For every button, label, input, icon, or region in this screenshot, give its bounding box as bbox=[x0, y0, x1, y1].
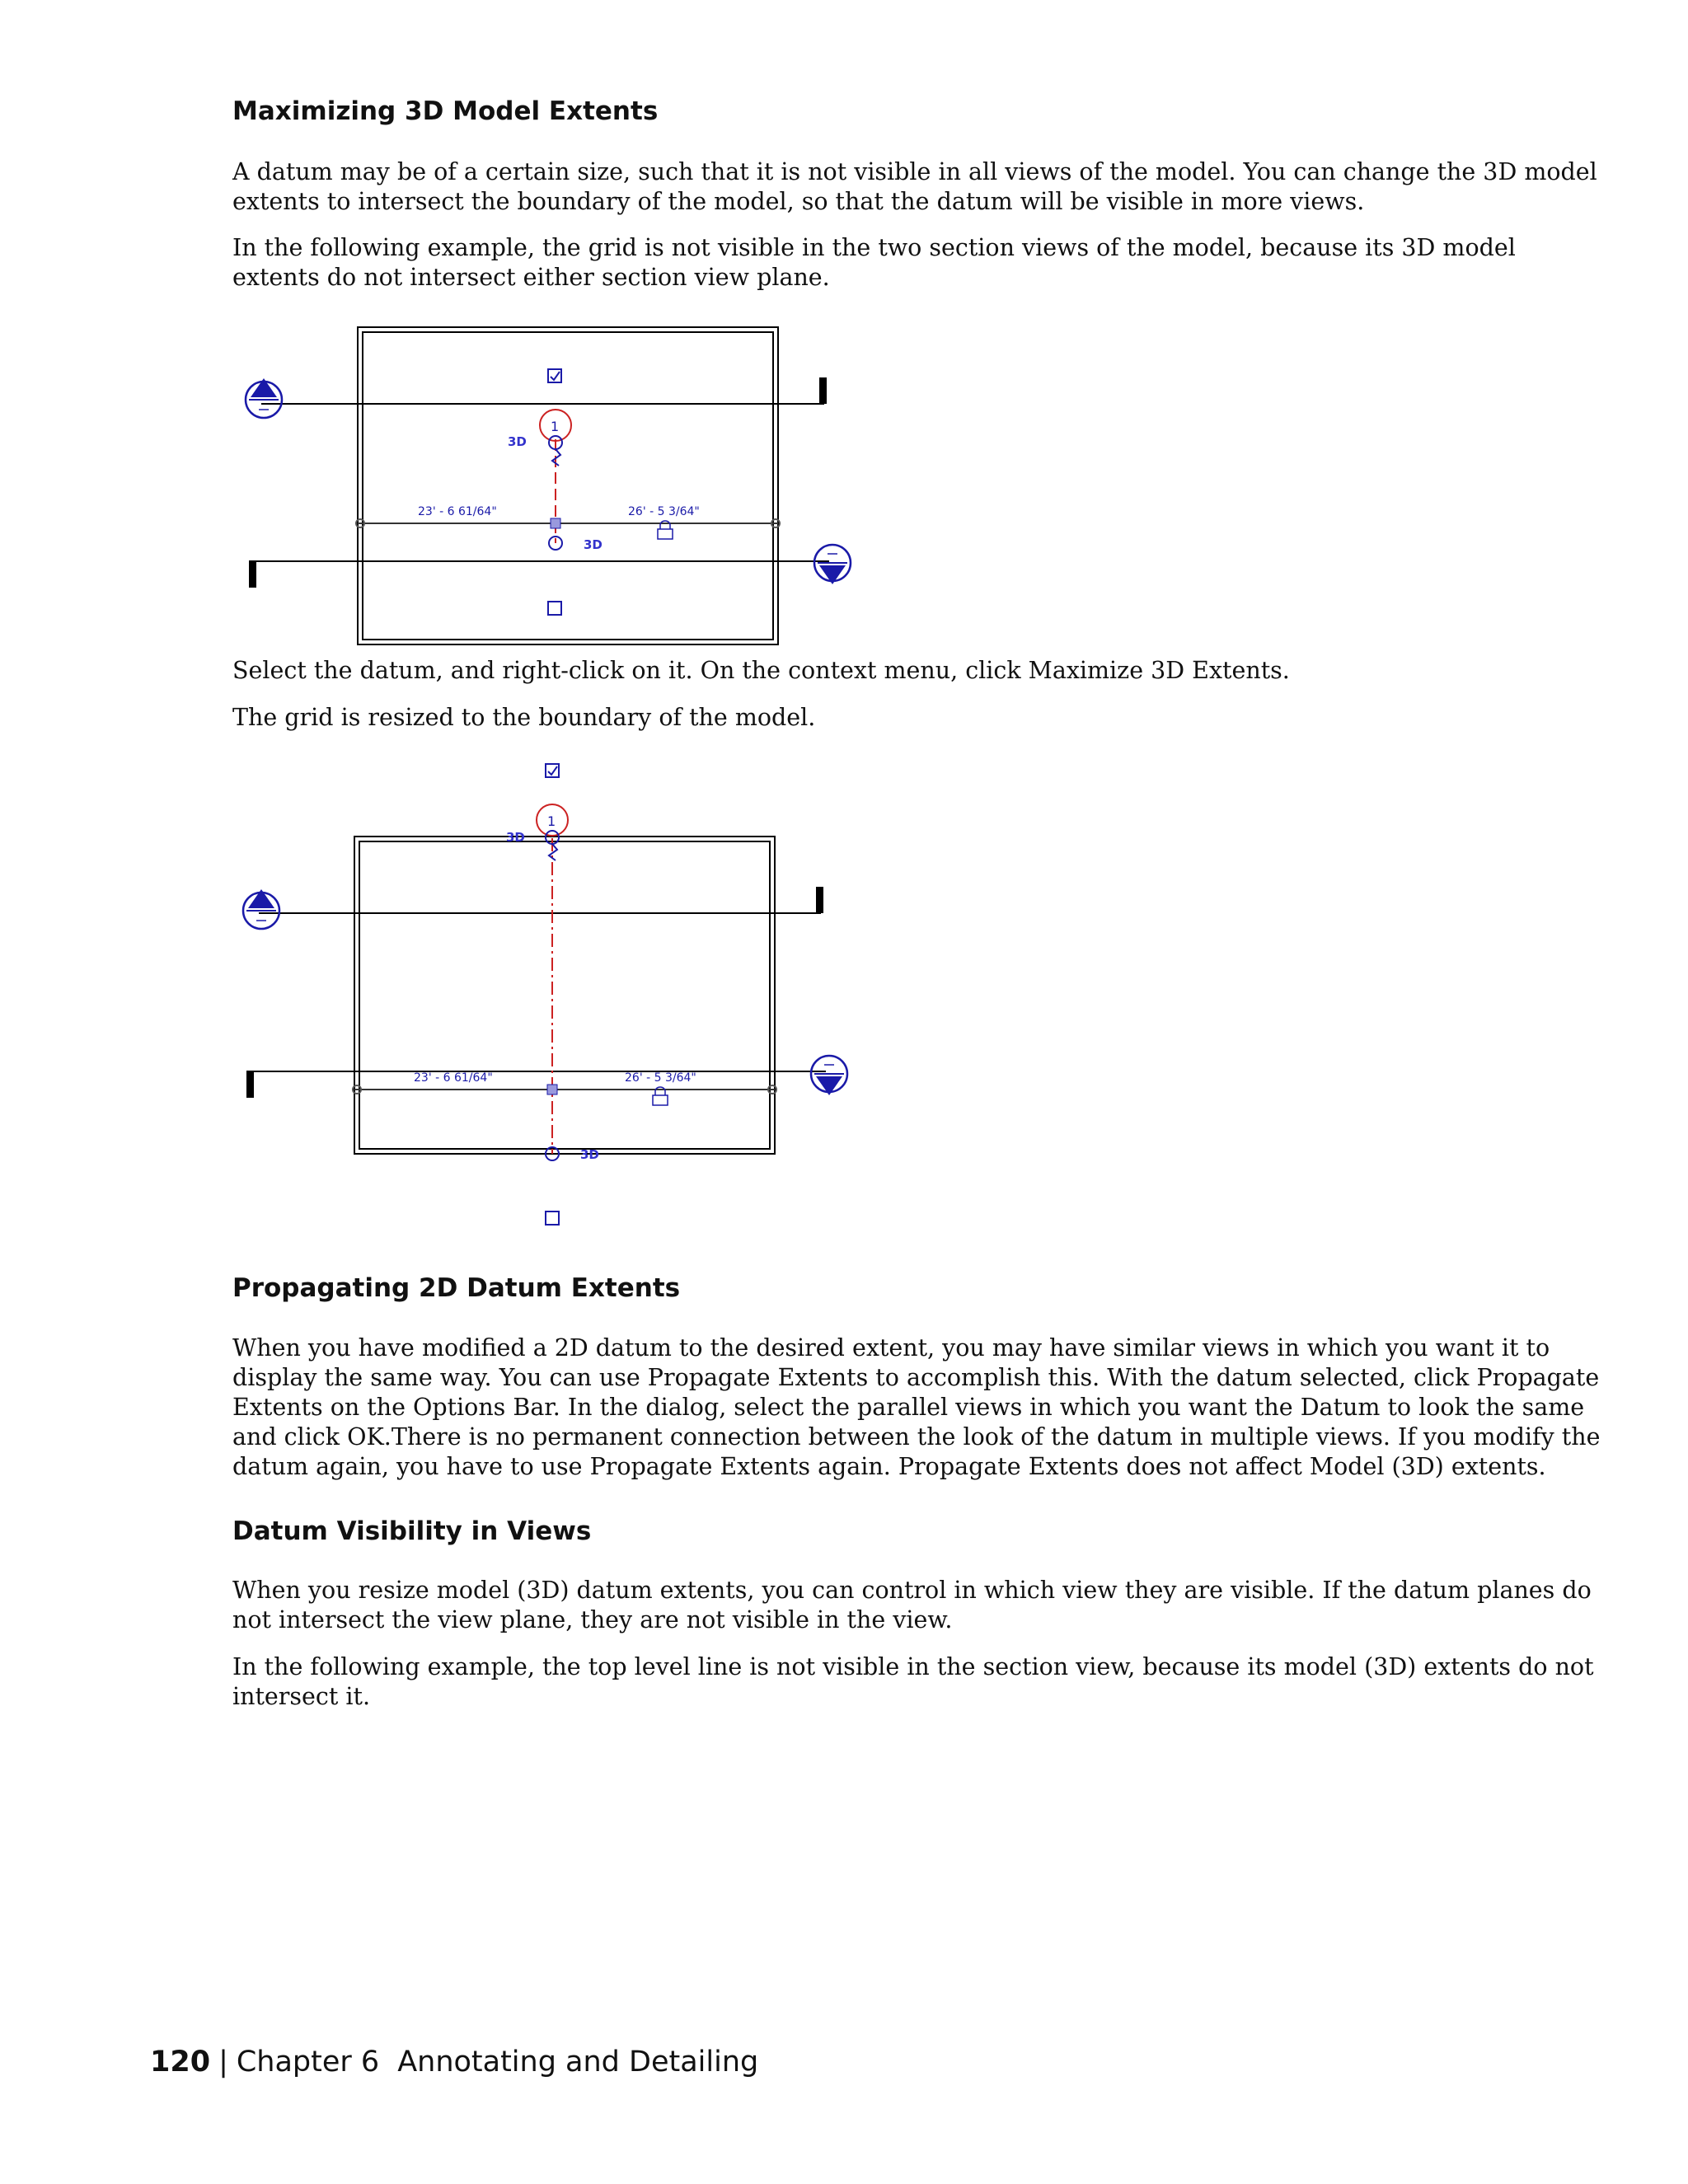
section-head-left-icon[interactable] bbox=[243, 889, 279, 929]
model-outline-inner bbox=[359, 841, 770, 1149]
paragraph-visibility-1: When you resize model (3D) datum extents, you can control in which view they are visible. If the datum planes do not intersect the view plane, they are not visible in the view. bbox=[232, 1577, 1592, 1633]
extent-tag-bottom[interactable]: 3D bbox=[584, 537, 603, 552]
page-footer bbox=[150, 2044, 758, 2080]
grid-elbow-icon[interactable] bbox=[552, 449, 560, 466]
figure-before-drawing bbox=[232, 317, 875, 655]
extent-tag-top[interactable]: 3D bbox=[506, 830, 525, 845]
figure-after-drawing bbox=[232, 754, 875, 1232]
grid-dimension-grip[interactable] bbox=[547, 1085, 557, 1094]
dimension-left-label: 23' - 6 61/64" bbox=[418, 505, 497, 518]
grid-dimension-grip[interactable] bbox=[551, 518, 560, 528]
chapter-label: Chapter 6 bbox=[236, 2046, 380, 2079]
chapter-title: Annotating and Detailing bbox=[397, 2046, 759, 2079]
section-heading-visibility: Datum Visibility in Views bbox=[232, 1516, 592, 1546]
paragraph-visibility-2: In the following example, the top level line is not visible in the section view, because its model (3D) extents do not intersect it. bbox=[232, 1653, 1594, 1710]
section-heading-propagating: Propagating 2D Datum Extents bbox=[232, 1273, 681, 1303]
paragraph-maximizing-2: In the following example, the grid is not visible in the two section views of the model, because its 3D model extents do not intersect either section view plane. bbox=[232, 234, 1516, 291]
extent-tag-bottom[interactable]: 3D bbox=[580, 1147, 599, 1162]
extent-tag-top[interactable]: 3D bbox=[508, 434, 527, 449]
section-tail-upper bbox=[819, 377, 827, 404]
figure-after-maximize bbox=[232, 754, 875, 1232]
paragraph-propagating-1: When you have modified a 2D datum to the desired extent, you may have similar views in which you want it to display the same way. You can use Propagate Extents to accomplish this. With the datum selected, click Propagate Extents on the Options Bar. In the dialog, select the parallel views in which you want the Datum to look the same and click OK.There is no permanent connection between the look of the datum in multiple views. If you modify the datum again, you have to use Propagate Extents again. Propagate Extents does not affect Model (3D) extents. bbox=[232, 1334, 1601, 1480]
section-heading-maximizing: Maximizing 3D Model Extents bbox=[232, 96, 659, 126]
figure-before-maximize bbox=[232, 317, 875, 655]
dimension-left-label: 23' - 6 61/64" bbox=[414, 1071, 493, 1085]
paragraph-maximizing-1: A datum may be of a certain size, such that it is not visible in all views of the model. You can change the 3D model extents to intersect the boundary of the model, so that the datum will be visible in more views. bbox=[232, 158, 1597, 215]
section-tail-lower bbox=[246, 1071, 254, 1098]
dimension-right-label: 26' - 5 3/64" bbox=[628, 505, 700, 518]
section-tail-lower bbox=[249, 561, 256, 588]
checkbox-checked-icon[interactable] bbox=[546, 764, 559, 777]
dimension-right-label: 26' - 5 3/64" bbox=[625, 1071, 696, 1085]
checkbox-unchecked-icon[interactable] bbox=[546, 1212, 559, 1225]
section-head-right-icon[interactable] bbox=[814, 545, 851, 584]
checkbox-checked-icon[interactable] bbox=[548, 369, 561, 382]
footer-separator: | bbox=[218, 2046, 228, 2079]
section-head-left-icon[interactable] bbox=[246, 378, 282, 418]
checkbox-unchecked-icon[interactable] bbox=[548, 602, 561, 615]
section-tail-upper bbox=[816, 887, 823, 913]
model-outline-outer bbox=[358, 327, 778, 644]
grid-bubble-label: 1 bbox=[551, 419, 560, 434]
model-outline-outer bbox=[354, 837, 775, 1154]
grid-bubble-label: 1 bbox=[547, 813, 556, 829]
paragraph-maximizing-4: The grid is resized to the boundary of the model. bbox=[232, 704, 816, 731]
page-number: 120 bbox=[150, 2046, 211, 2079]
model-outline-inner bbox=[363, 332, 773, 640]
section-head-right-icon[interactable] bbox=[811, 1056, 847, 1095]
paragraph-maximizing-3: Select the datum, and right-click on it. On the context menu, click Maximize 3D Extents. bbox=[232, 657, 1290, 684]
